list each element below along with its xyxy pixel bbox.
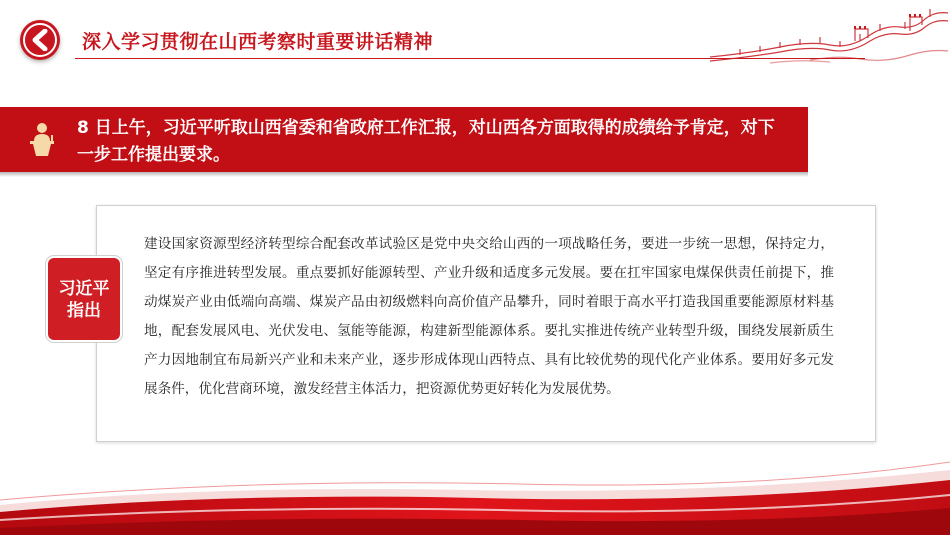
speech-body-text: 建设国家资源型经济转型综合配套改革试验区是党中央交给山西的一项战略任务，要进一步统一思想，保持定力，坚定有序推进转型发展。重点要抓好能源转型、产业升级和适度多元发展。要在扛牢国家电煤保供责任前提下，推动煤炭产业由低端向高端、煤炭产品由初级燃料向高价值产品攀升，同时着眼于高水平打造我国重要能源原材料基地，配套发展风电、光伏发电、氢能等能源，构建新型能源体系。要扎实推进传统产业转型升级，围绕发展新质生产力因地制宜布局新兴产业和未来产业，逐步形成体现山西特点、具有比较优势的现代化产业体系。要用好多元发展条件，优化营商环境，激发经营主体活力，把资源优势更好转化为发展优势。 [144,236,834,397]
red-ribbon-decoration [0,450,950,535]
podium-speaker-icon [24,121,60,157]
banner-text: 8 日上午，习近平听取山西省委和省政府工作汇报，对山西各方面取得的成绩给予肯定，对下一步工作提出要求。 [77,118,775,165]
page-title: 深入学习贯彻在山西考察时重要讲话精神 [82,31,434,53]
badge-line-2: 指出 [67,301,101,321]
back-button[interactable] [20,20,60,60]
chevron-left-icon [30,29,50,51]
speaker-badge-label [48,278,120,322]
badge-line-1: 习近平 [58,279,110,299]
banner-shadow [0,172,808,177]
great-wall-icon [710,5,950,65]
